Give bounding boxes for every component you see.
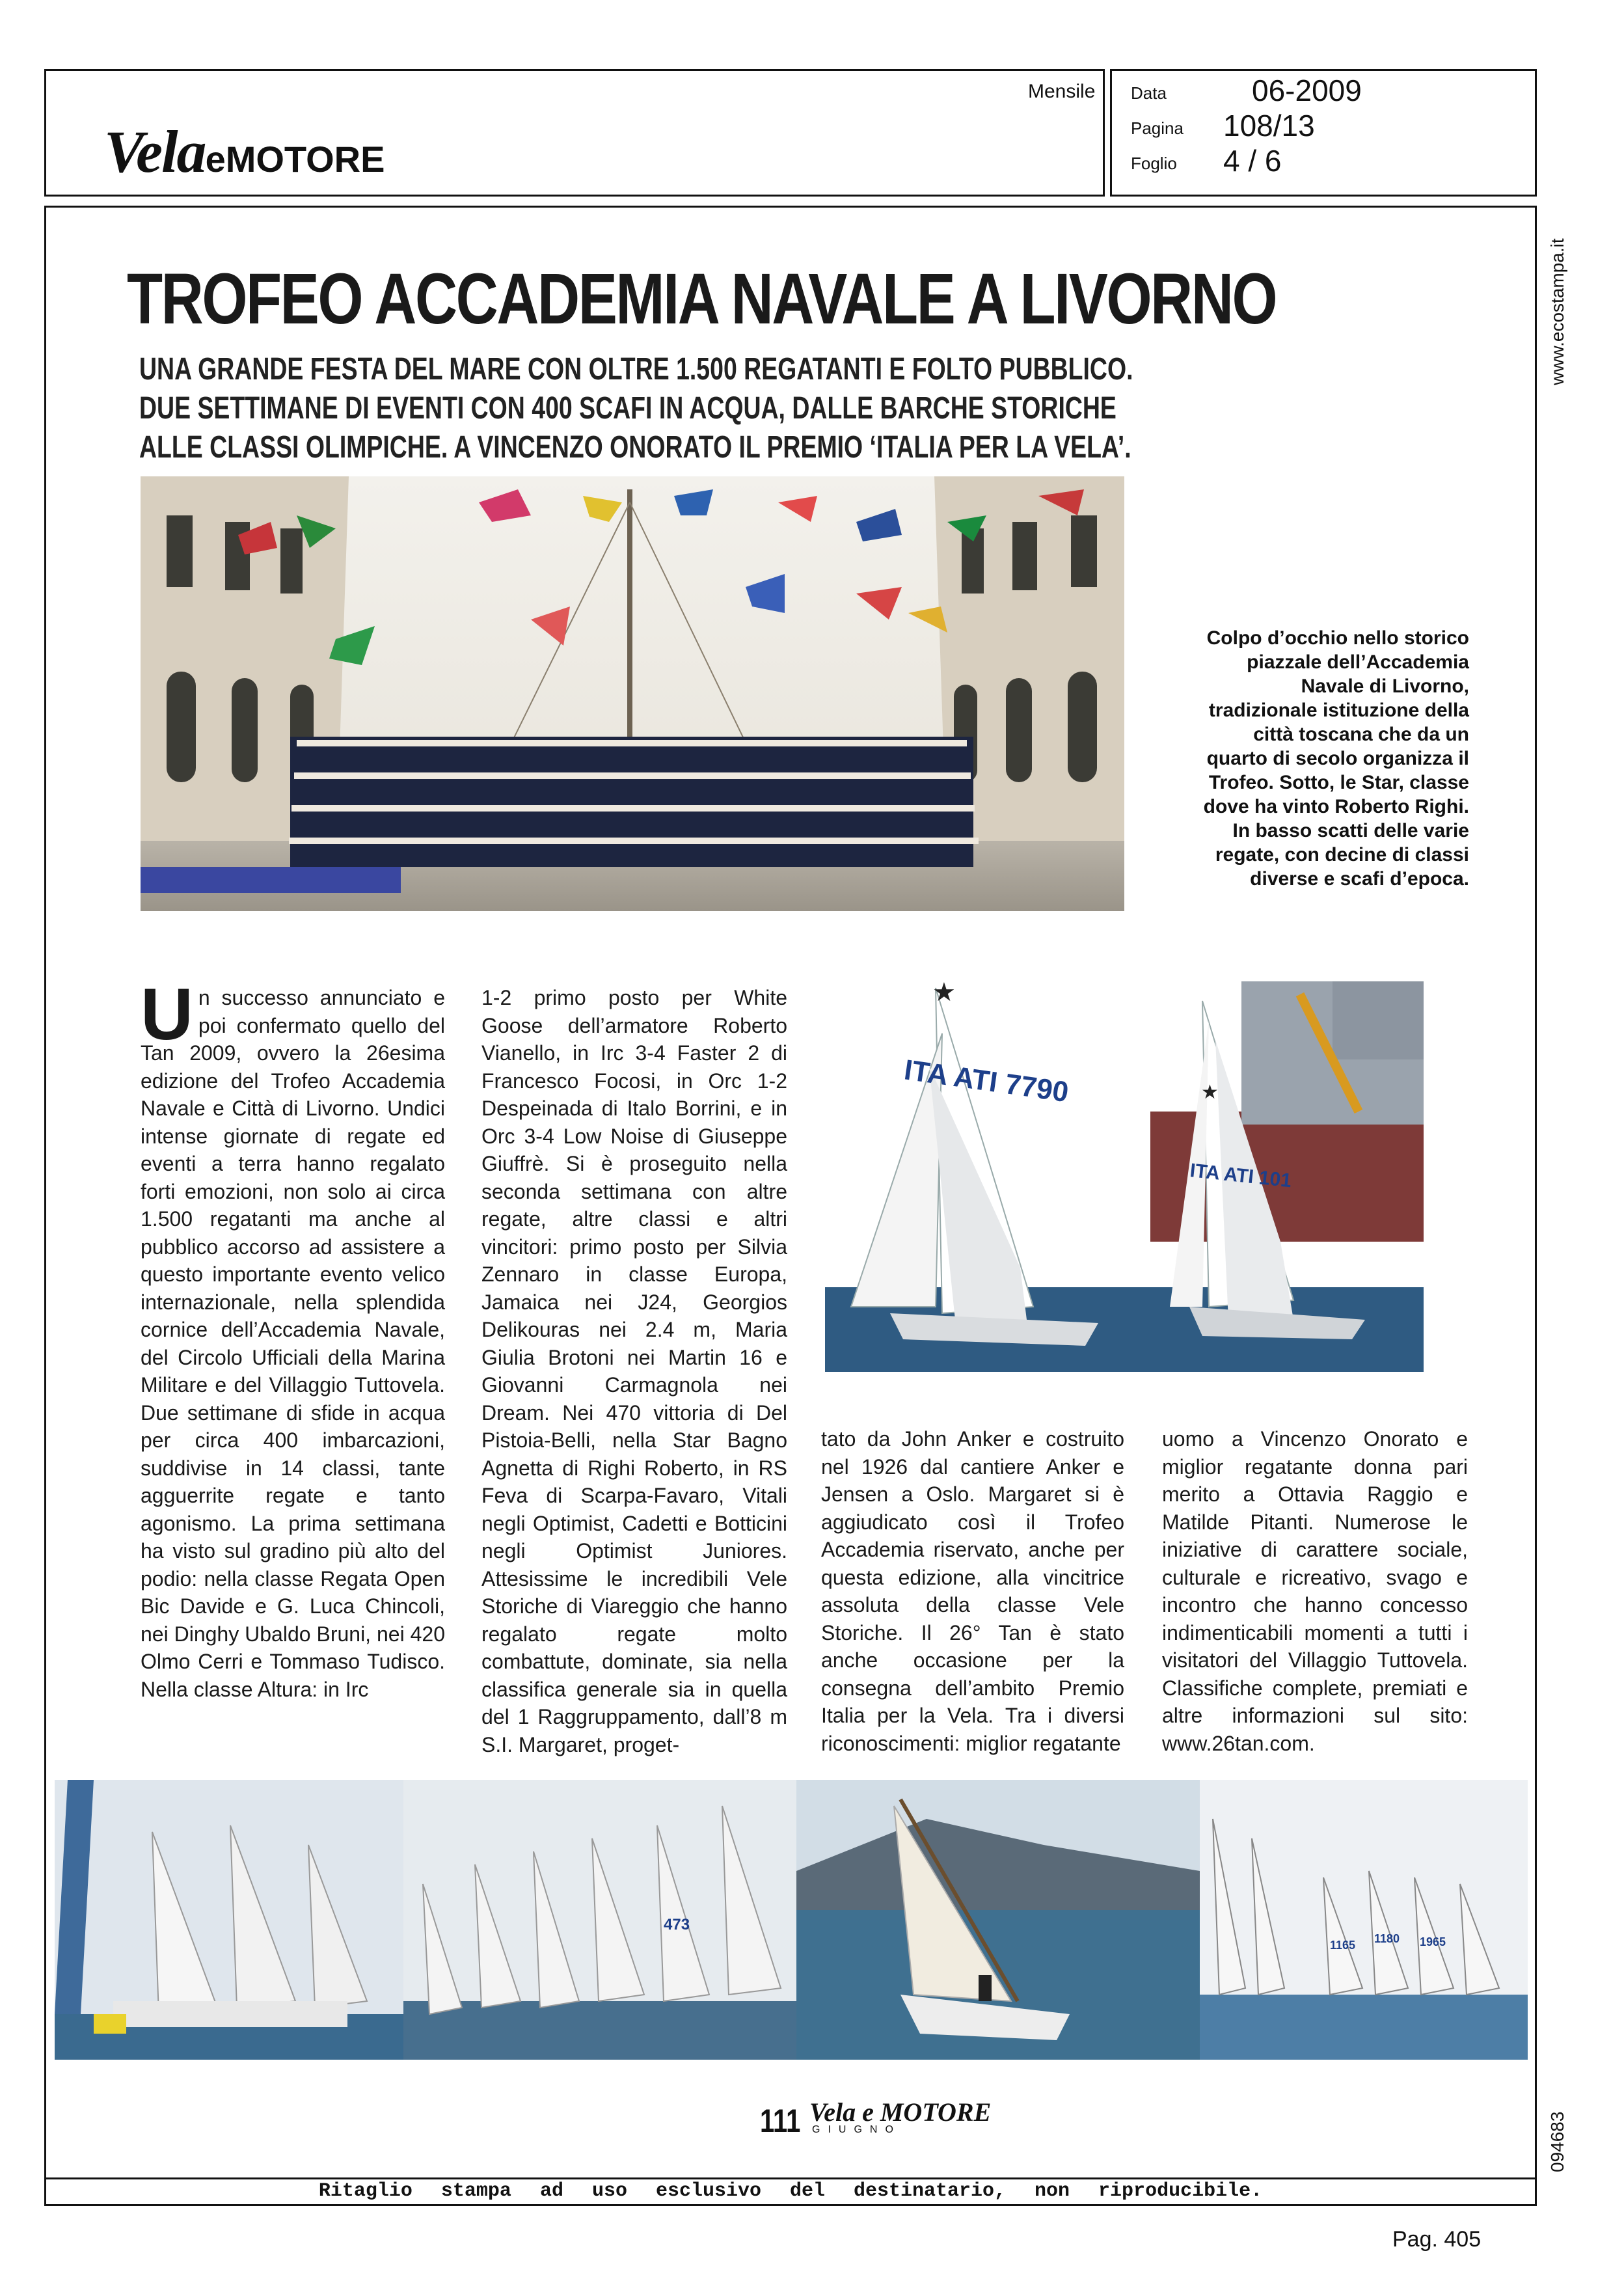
subtitle-line: ALLE CLASSI OLIMPICHE. A VINCENZO ONORATO IL PREMIO ‘ITALIA PER LA VELA’.: [139, 430, 1131, 465]
footer-month: GIUGNO: [812, 2124, 901, 2135]
code-vertical: 094683: [1547, 2111, 1567, 2172]
svg-text:★: ★: [1201, 1082, 1219, 1103]
sail-number-1: ITA ATI 7790: [902, 1054, 1071, 1109]
dropcap-letter: U: [141, 974, 193, 1055]
sail-number-1180: 1180: [1374, 1932, 1400, 1945]
article-title: TROFEO ACCADEMIA NAVALE A LIVORNO: [127, 259, 1277, 339]
column-1-text: n successo annunciato e poi confermato quello del Tan 2009, ovvero la 26esima edizione del Trofeo Accademia Navale e Città di Livorno. Undici intense giornate di regate ed eventi a terra hanno regalato forti emozioni, non solo ai circa 1.500 regatanti ma anche al pubblico accorso ad assistere a questo importante evento velico internazionale, nella splendida cornice dell’Accademia Navale, del Circolo Ufficiali della Marina Militare e del Villaggio Tuttovela. Due settimane di sfide in acqua per circa 400 imbarcazioni, suddivise in 14 classi, tante agguerrite regate e tanto agonismo. La prima settimana ha visto sul gradino più alto del podio: nella classe Regata Open Bic Davide e G. Luca Chincoli, nei Dinghy Ubaldo Bruni, nei 420 Olmo Cerri e Tommaso Tudisco. Nella classe Altura: in Irc: [141, 986, 445, 1701]
sail-number-473: 473: [664, 1916, 690, 1933]
masthead-logo: VelaeMOTORE: [104, 118, 385, 185]
photo-regatta-1: [55, 1780, 403, 2060]
article-column-2: 1-2 primo posto per White Goose dell’armatore Roberto Vianello, in Irc 3-4 Faster 2 di Francesco Focosi, in Orc 1-2 Despeinada di Italo Borrini, e in Orc 3-4 Low Noise di Giuseppe Giuffrè. Si è proseguito nella seconda settimana con altre regate, altre classi e altri vincitori: primo posto per Silvia Zennaro in classe Europa, Jamaica nei J24, Georgios Delikouras nei 2.4 m, Maria Giulia Brotoni nei Martin 16 e Giovanni Carmagnola nei Dream. Nei 470 vittoria di Del Pistoia-Belli, nella Star Bagno Agnetta di Righi Roberto, in RS Feva di Scarpa-Favaro, Vitali negli Optimist, Cadetti e Botticini negli Optimist Juniores. Attesissime le incredibili Vele Storiche di Viareggio che hanno regalato regate molto combattute, dominate, sia nella classifica generale sia in quella del 1 Raggruppamento, dall’8 m S.I. Margaret, proget-: [481, 986, 787, 1756]
data-value: 06-2009: [1252, 74, 1362, 107]
subtitle-line: UNA GRANDE FESTA DEL MARE CON OLTRE 1.500 REGATANTI E FOLTO PUBBLICO.: [139, 352, 1133, 387]
photo-vintage-yacht: [796, 1780, 1200, 2060]
sail-number-1965: 1965: [1420, 1935, 1446, 1948]
data-label: Data: [1131, 83, 1167, 103]
article-column-4: uomo a Vincenzo Onorato e miglior regatante donna pari merito a Ottavia Raggio e Matilde Pitanti. Numerose le iniziative di carattere sociale, culturale e ricreativo, svago e incontro che hanno concesso indimenticabili momenti a tutti i visitatori del Villaggio Tuttovela. Classifiche complete, premiati e altre informazioni sul sito: www.26tan.com.: [1162, 1427, 1468, 1755]
article-column-1: [141, 974, 445, 1703]
footer-magazine-logo: Vela e MOTORE: [809, 2097, 992, 2127]
foglio-label: Foglio: [1131, 154, 1177, 173]
photo-caption: Colpo d’occhio nello storico piazzale dell’Accademia Navale di Livorno, tradizionale istituzione della città toscana che da un quarto di secolo organizza il Trofeo. Sotto, le Star, classe dove ha vinto Roberto Righi. In basso scatti delle varie regate, con decine di classi diverse e scafi d’epoca.: [1203, 627, 1469, 890]
clipping-notice: Ritaglio stampa ad uso esclusivo del destinatario, non riproducibile.: [318, 2180, 1263, 2202]
sail-number-1165: 1165: [1330, 1939, 1356, 1952]
footer-page-number: 111: [760, 2103, 801, 2139]
svg-text:★: ★: [932, 981, 956, 1007]
photo-accademia-group: [141, 476, 1124, 911]
photo-star-boats: [825, 981, 1424, 1372]
pagina-value: 108/13: [1223, 109, 1315, 143]
frequency-label: Mensile: [1028, 81, 1096, 102]
article-subtitle: [139, 350, 1133, 467]
photo-regatta-start: [403, 1780, 796, 2060]
page-counter: Pag. 405: [1392, 2227, 1482, 2252]
website-vertical: www.ecostampa.it: [1547, 238, 1567, 385]
pagina-label: Pagina: [1131, 118, 1184, 138]
sail-number-2: ITA ATI 101: [1189, 1160, 1293, 1192]
foglio-value: 4 / 6: [1223, 144, 1282, 178]
photo-optimist-fleet: [1200, 1780, 1528, 2060]
article-column-3: tato da John Anker e costruito nel 1926 dal cantiere Anker e Jensen a Oslo. Margaret si è aggiudicato così il Trofeo Accademia riservato, anche per questa edizione, alla vincitrice assoluta della classe Vele Storiche. Il 26° Tan è stato anche occasione per la consegna dell’ambito Premio Italia per la Vela. Tra i diversi riconoscimenti: miglior regatante: [821, 1427, 1124, 1755]
subtitle-line: DUE SETTIMANE DI EVENTI CON 400 SCAFI IN ACQUA, DALLE BARCHE STORICHE: [139, 391, 1116, 426]
